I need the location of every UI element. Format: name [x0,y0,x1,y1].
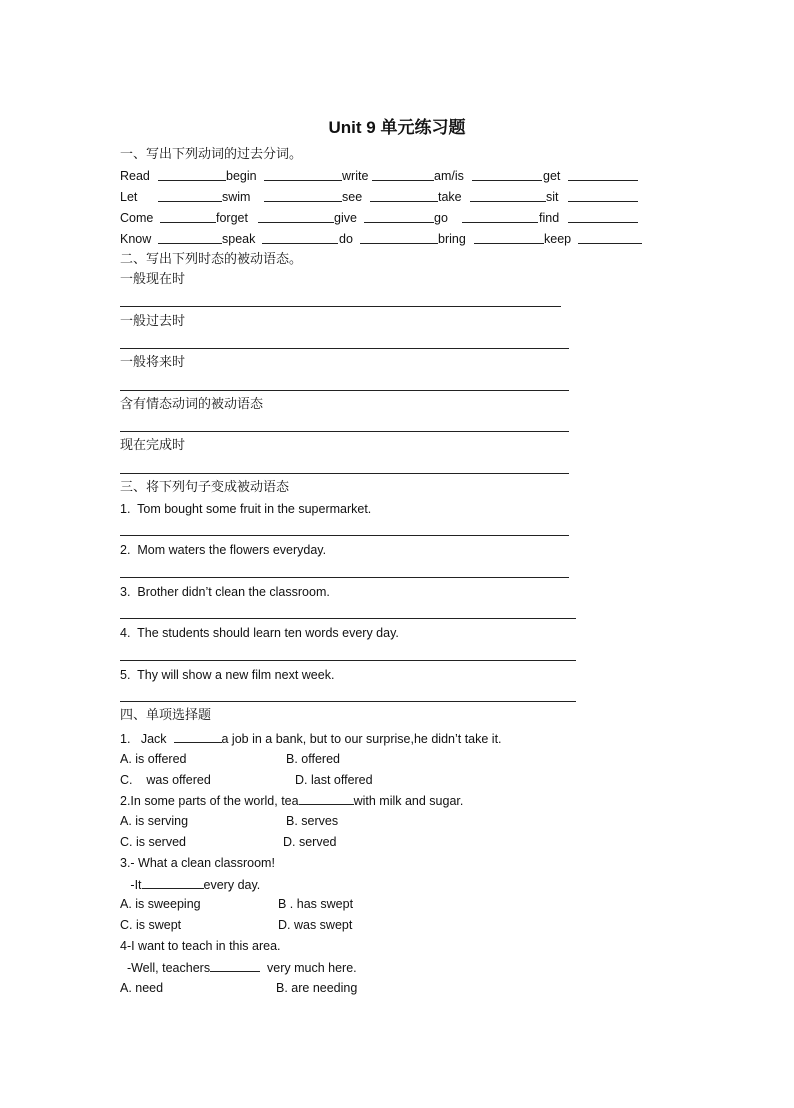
answer-line [120,660,576,661]
option-a: A. need [120,981,164,995]
answer-blank [158,231,222,244]
tense-label: 一般过去时 [120,314,186,329]
answer-blank [299,792,354,805]
answer-blank [474,231,544,244]
option-b: B. offered [286,752,340,766]
verb-word: Come [120,211,154,225]
answer-blank [264,168,342,181]
tense-label: 现在完成时 [120,438,186,453]
answer-blank [142,876,204,889]
verb-word: swim [222,190,251,204]
option-a: A. is offered [120,752,187,766]
option-b: B. are needing [276,981,358,995]
answer-line [120,431,569,432]
verb-word: Let [120,190,138,204]
page-title: Unit 9 单元练习题 [328,118,466,137]
answer-line [120,701,576,702]
sentence-item: 4. The students should learn ten words every day. [120,626,399,640]
answer-blank [174,730,222,743]
answer-line [120,618,576,619]
answer-blank [370,189,438,202]
question-3-reply: -It every day. [120,878,261,892]
answer-blank [160,210,216,223]
question-2: 2.In some parts of the world, tea with milk and sugar. [120,794,464,808]
verb-word: Know [120,232,152,246]
question-1: 1. Jack a job in a bank, but to our surprise,he didn’t take it. [120,732,502,746]
answer-line [120,306,561,307]
answer-line [120,390,569,391]
section4-heading: 四、单项选择题 [120,708,212,723]
verb-word: see [342,190,363,204]
answer-line [120,535,569,536]
verb-word: keep [544,232,572,246]
section1-heading: 一、写出下列动词的过去分词。 [120,147,303,162]
option-d: D. was swept [278,918,353,932]
question-3: 3.- What a clean classroom! [120,856,275,870]
option-b: B . has swept [278,897,354,911]
answer-line [120,348,569,349]
answer-blank [262,231,338,244]
verb-word: bring [438,232,466,246]
option-c: C. is served [120,835,186,849]
verb-word: go [434,211,448,225]
option-a: A. is sweeping [120,897,201,911]
answer-blank [258,210,334,223]
tense-label: 含有情态动词的被动语态 [120,397,264,412]
answer-blank [158,168,226,181]
verb-word: give [334,211,357,225]
verb-word: Read [120,169,150,183]
option-c: C. is swept [120,918,182,932]
verb-word: am/is [434,169,464,183]
verb-word: begin [226,169,257,183]
verb-word: get [543,169,561,183]
tense-label: 一般现在时 [120,272,186,287]
sentence-item: 2. Mom waters the flowers everyday. [120,543,327,557]
verb-word: write [342,169,369,183]
answer-blank [578,231,642,244]
answer-blank [158,189,222,202]
sentence-item: 1. Tom bought some fruit in the supermarket. [120,502,372,516]
section3-heading: 三、将下列句子变成被动语态 [120,480,290,495]
option-c: C. was offered [120,773,211,787]
option-a: A. is serving [120,814,189,828]
tense-label: 一般将来时 [120,355,186,370]
answer-line [120,577,569,578]
verb-word: take [438,190,462,204]
answer-blank [470,189,546,202]
verb-word: forget [216,211,248,225]
answer-blank [568,210,638,223]
answer-blank [568,168,638,181]
section2-heading: 二、写出下列时态的被动语态。 [120,252,303,267]
question-4-reply: -Well, teachers very much here. [120,961,357,975]
option-d: D. last offered [295,773,373,787]
answer-blank [472,168,542,181]
option-d: D. served [283,835,337,849]
sentence-item: 3. Brother didn’t clean the classroom. [120,585,330,599]
answer-blank [210,959,260,972]
verb-word: speak [222,232,256,246]
sentence-item: 5. Thy will show a new film next week. [120,668,335,682]
answer-blank [264,189,342,202]
verb-word: find [539,211,560,225]
answer-blank [568,189,638,202]
verb-word: do [339,232,353,246]
verb-word: sit [546,190,559,204]
question-4: 4-I want to teach in this area. [120,939,281,953]
option-b: B. serves [286,814,339,828]
answer-blank [462,210,538,223]
answer-blank [360,231,438,244]
answer-blank [372,168,434,181]
answer-blank [364,210,434,223]
answer-line [120,473,569,474]
